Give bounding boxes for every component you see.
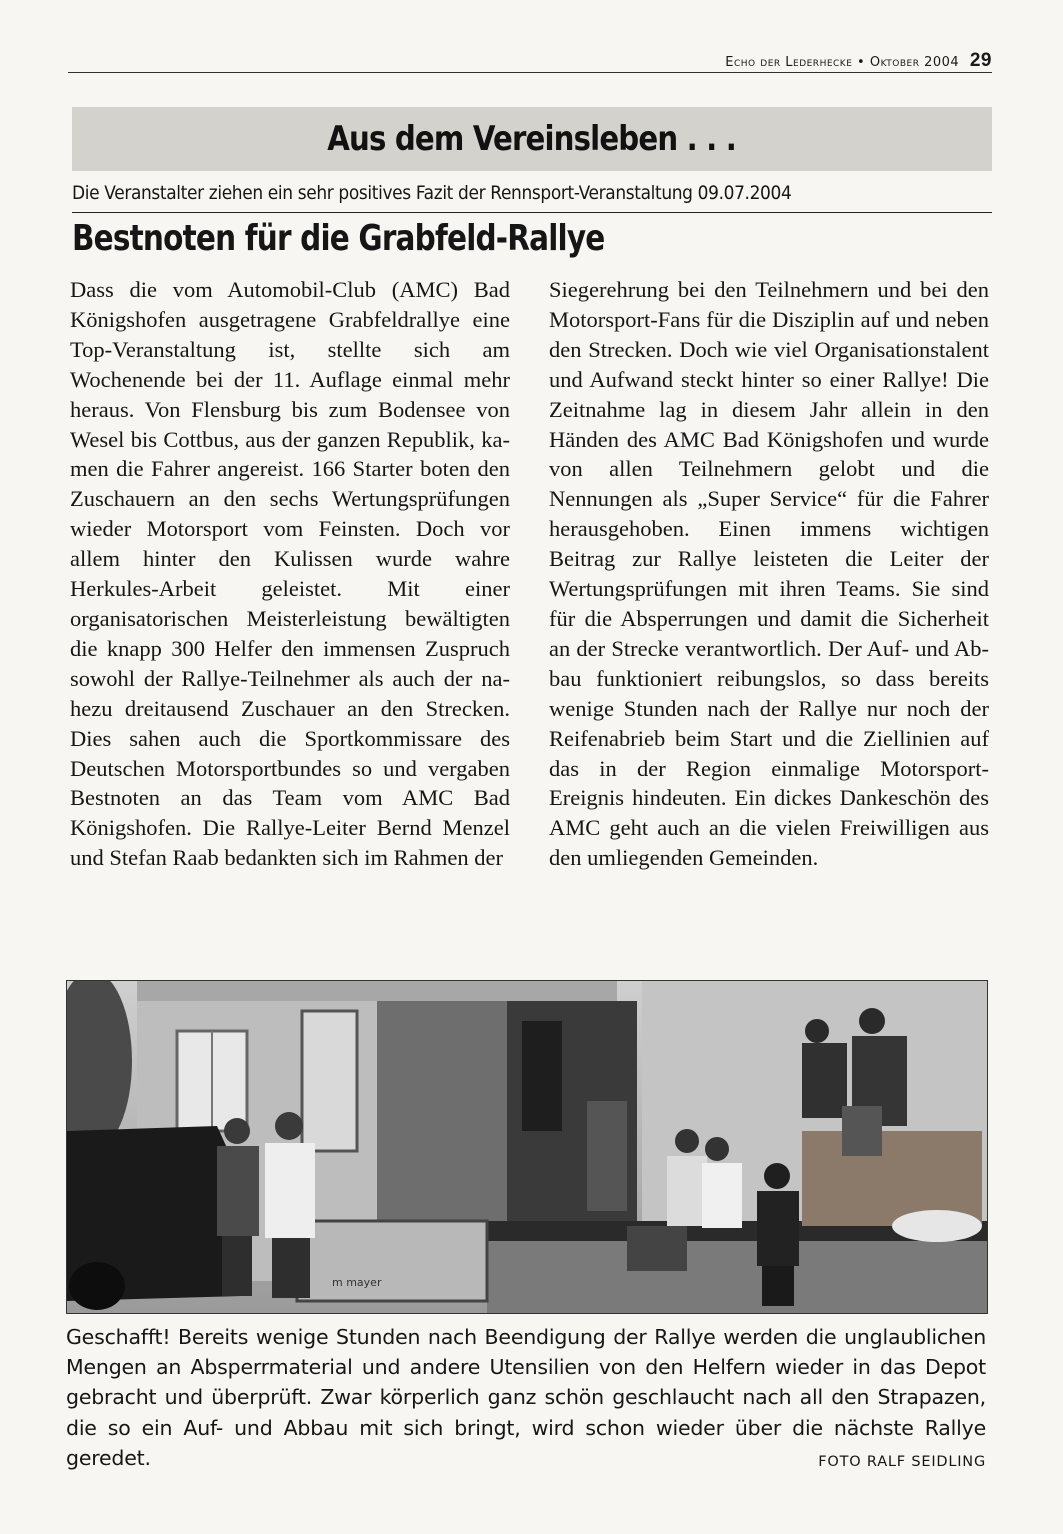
photo-caption: [66, 1322, 986, 1477]
header-rule: [68, 72, 992, 73]
kicker-subheadline: Die Veranstalter ziehen ein sehr positives Fazit der Rennsport-Veranstaltung 09.07.2004: [72, 182, 792, 204]
caption-text: Geschafft! Bereits wenige Stunden nach Beendigung der Rallye werden die unglaublichen Mengen an Absperrmaterial und andere Utensilien von den Helfern wieder in das Depot gebracht und überprüft. Zwar körperlich ganz schön geschlaucht nach all den Strapazen, die so ein Auf- und Abbau mit sich bringt, wird schon wieder über die nächste Rallye geredet.: [66, 1325, 986, 1470]
kicker-rule: [72, 212, 992, 213]
photo-credit: FOTO RALF SEIDLING: [818, 1453, 986, 1470]
running-head-separator: •: [857, 55, 866, 70]
section-banner: [72, 107, 992, 171]
issue-date: Oktober 2004: [869, 55, 960, 70]
photo-illustration: [67, 981, 987, 1313]
page-number: 29: [969, 50, 992, 71]
article-photo: [66, 980, 988, 1314]
publication-name: Echo der Lederhecke: [725, 55, 853, 70]
section-title: Aus dem Vereinsleben . . .: [327, 119, 737, 159]
trailer-label: m mayer: [332, 1276, 382, 1289]
body-column-left: Dass die vom Automobil-Club (AMC) Bad Königshofen ausgetragene Grabfeldrallye eine Top-Veranstaltung ist, stellte sich am Wochenende bei der 11. Auflage einmal mehr heraus. Von Flensburg bis zum Bodensee von Wesel bis Cottbus, aus der ganzen Republik, kamen die Fahrer angereist. 166 Starter boten den Zuschauern an den sechs Wertungsprüfungen wieder Motorsport vom Feinsten. Doch vor allem hinter den Kulissen wurde wahre Herkules-Arbeit geleistet. Mit einer organisatorischen Meisterleistung bewältigten die knapp 300 Helfer den immensen Zuspruch sowohl der Rallye-Teilnehmer als auch der nahezu dreitausend Zuschauer an den Strecken. Dies sahen auch die Sportkommissare des Deutschen Motorsportbundes so und vergaben Bestnoten an das Team vom AMC Bad Königshofen. Die Rallye-Leiter Bernd Menzel und Stefan Raab bedankten sich im Rahmen der: [70, 277, 510, 871]
article-headline: Bestnoten für die Grabfeld-Rallye: [72, 218, 605, 259]
body-column-right: Siegerehrung bei den Teilnehmern und bei den Motorsport-Fans für die Disziplin auf und neben den Strecken. Doch wie viel Organisationstalent und Aufwand steckt hinter so einer Rallye! Die Zeitnahme lag in diesem Jahr allein in den Händen des AMC Bad Königshofen und wurde von allen Teilnehmern gelobt und die Nennungen als „Super Service“ für die Fahrer herausgehoben. Einen immens wichtigen Beitrag zur Rallye leisteten die Leiter der Wertungsprüfungen mit ihren Teams. Sie sind für die Absperrungen und damit die Sicherheit an der Strecke verantwortlich. Der Auf- und Abbau funktioniert reibungslos, so dass bereits wenige Stunden nach der Rallye nur noch der Reifenabrieb beim Start und die Ziellinien auf das in der Region einmalige Motorsport-Ereignis hindeuten. Ein dickes Dankeschön des AMC geht auch an die vielen Freiwilligen aus den umliegenden Gemeinden.: [549, 277, 989, 871]
running-head: [68, 50, 992, 70]
